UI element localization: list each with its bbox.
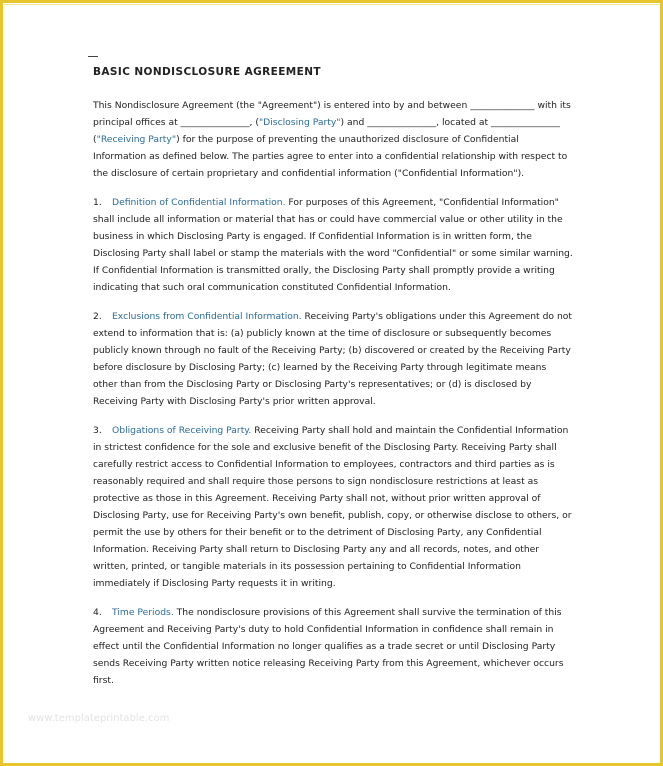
document-title: BASIC NONDISCLOSURE AGREEMENT xyxy=(93,66,321,78)
document-body xyxy=(93,66,573,701)
section-number: 1. xyxy=(93,197,102,208)
frame-inner-line xyxy=(4,4,659,5)
receiving-party-label: "Receiving Party" xyxy=(96,134,177,145)
section-number: 2. xyxy=(93,311,102,322)
section-body: For purposes of this Agreement, "Confidential Information" shall include all information or material that has or could have commercial value or other utility in the business in which Disclosing Party is engaged. If Confidential Information is in written form, the Disclosing Party shall label or stamp the materials with the word "Confidential" or some similar warning. If Confidential Information is transmitted orally, the Disclosing Party shall promptly provide a writing indicating that such oral communication constituted Confidential Information. xyxy=(93,197,573,293)
section-4 xyxy=(93,604,573,689)
section-body: Receiving Party's obligations under this Agreement do not extend to information that is: (a) publicly known at the time of disclosure or subsequently becomes publicly known through no fault of the Receiving Party; (b) discovered or created by the Receiving Party before disclosure by Disclosing Party; (c) learned by the Receiving Party through legitimate means other than from the Disclosing Party or Disclosing Party's representatives; or (d) is disclosed by Receiving Party with Disclosing Party's prior written approval. xyxy=(93,311,572,407)
section-number: 4. xyxy=(93,607,102,618)
section-heading: Time Periods. xyxy=(112,607,174,618)
intro-paragraph xyxy=(93,97,573,182)
section-number: 3. xyxy=(93,425,102,436)
section-heading: Obligations of Receiving Party. xyxy=(112,425,252,436)
corner-mark xyxy=(88,56,98,57)
section-heading: Definition of Confidential Information. xyxy=(112,197,286,208)
watermark-text: www.templateprintable.com xyxy=(28,713,170,724)
section-heading: Exclusions from Confidential Information. xyxy=(112,311,302,322)
section-2 xyxy=(93,308,573,410)
section-body: Receiving Party shall hold and maintain the Confidential Information in strictest confidence for the sole and exclusive benefit of the Disclosing Party. Receiving Party shall carefully restrict access to Confidential Information to employees, contractors and third parties as is reasonably required and shall require those persons to sign nondisclosure restrictions at least as protective as those in this Agreement. Receiving Party shall not, without prior written approval of Disclosing Party, use for Receiving Party's own benefit, publish, copy, or otherwise disclose to others, or permit the use by others for their benefit or to the detriment of Disclosing Party, any Confidential Information. Receiving Party shall return to Disclosing Party any and all records, notes, and other written, printed, or tangible materials in its possession pertaining to Confidential Information immediately if Disclosing Party requests it in writing. xyxy=(93,425,572,589)
section-1 xyxy=(93,194,573,296)
section-3 xyxy=(93,422,573,592)
section-body: The nondisclosure provisions of this Agreement shall survive the termination of this Agreement and Receiving Party's duty to hold Confidential Information in confidence shall remain in effect until the Confidential Information no longer qualifies as a trade secret or until Disclosing Party sends Receiving Party written notice releasing Receiving Party from this Agreement, whichever occurs first. xyxy=(93,607,564,686)
disclosing-party-label: "Disclosing Party" xyxy=(258,117,341,128)
intro-text-2: ) and _______________, located at _______________ ( xyxy=(93,117,560,145)
intro-text-1: This Nondisclosure Agreement (the "Agreement") is entered into by and between ______________ with its principal offices at _______________, ( xyxy=(93,100,571,128)
intro-text-3: ) for the purpose of preventing the unauthorized disclosure of Confidential Information as defined below. The parties agree to enter into a confidential relationship with respect to the disclosure of certain proprietary and confidential information ("Confidential Information"). xyxy=(93,134,568,179)
